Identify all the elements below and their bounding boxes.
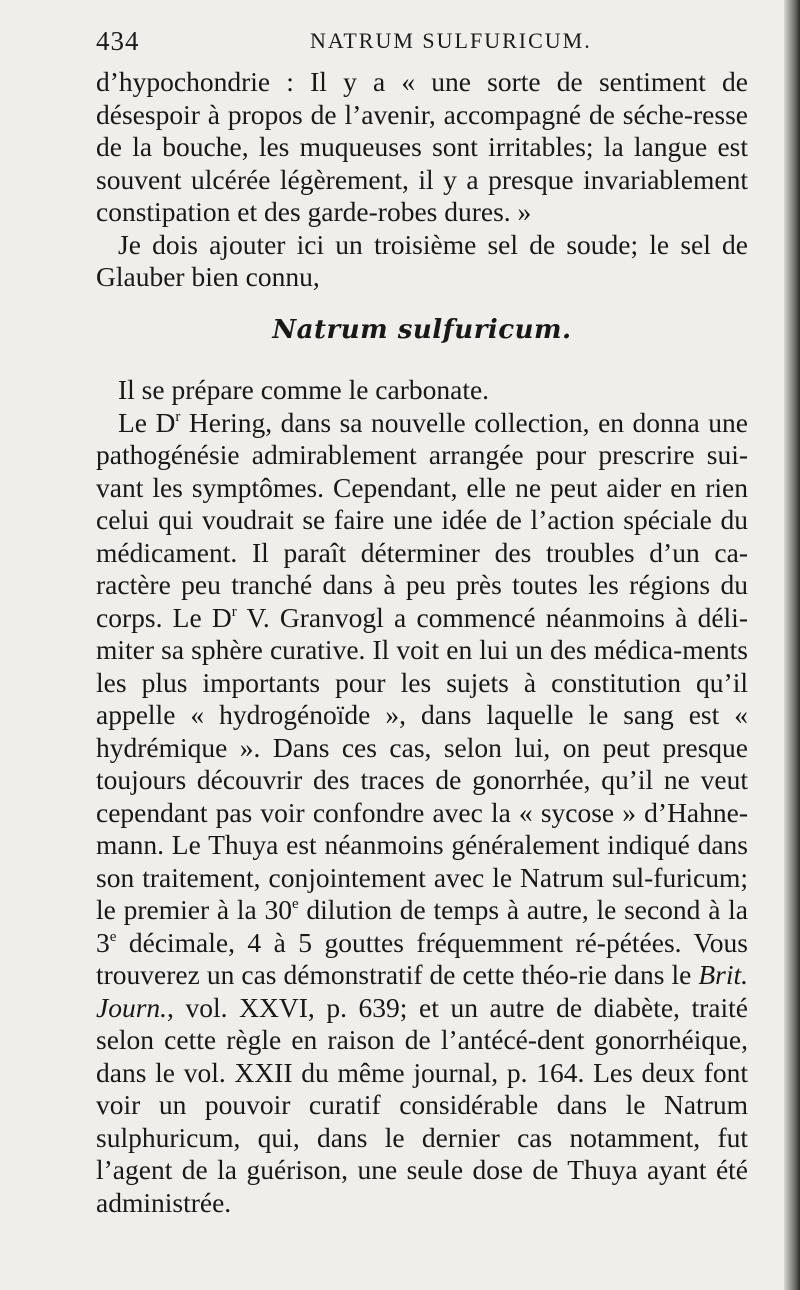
paragraph-2: Je dois ajouter ici un troisième sel de soude; le sel de Glauber bien connu,: [96, 228, 748, 292]
para4-sup-2: r: [231, 603, 237, 620]
page-header: [96, 22, 746, 58]
para4-text-b: Hering, dans sa nouvelle collection, en donna une pathogénésie admirablement arrangée pour prescrire sui-vant les symptômes. Cependant, elle ne peut aider en rien celui qui voudrait se faire une idée de l’action spéciale du médicament. Il paraît déterminer des troubles d’un ca-ractère peu tranché dans à peu près toutes les régions du corps. Le D: [96, 406, 748, 633]
para4-sup-4: e: [109, 928, 117, 945]
para4-text-d: dilution de temps à autre, le second à la 3: [96, 894, 749, 958]
journal-title: Brit. Journ.: [96, 959, 748, 1023]
body-text: [96, 66, 748, 1219]
running-head: NATRUM SULFURICUM.: [310, 28, 592, 53]
page-edge-shadow: [784, 0, 800, 1290]
para4-sup-3: e: [291, 896, 299, 912]
para4-sup-1: r: [175, 408, 181, 425]
section-title: Natrum sulfuricum.: [272, 314, 572, 345]
para4-text-f: , vol. XXVI, p. 639; et un autre de diabète, traité selon cette règle en raison de l’antécé-dent gonorrhéique, dans le vol. XXII du même journal, p. 164. Les deux font voir un pouvoir curatif considérable dans le Natrum sulphuricum, qui, dans le dernier cas notamment, fut l’agent de la guérison, une seule dose de Thuya ayant été administrée.: [96, 991, 748, 1218]
para4-text-a: Le D: [118, 406, 176, 438]
page-number: 434: [96, 26, 140, 56]
paragraph-4: [96, 407, 748, 1220]
para4-text-c: V. Granvogl a commencé néanmoins à déli-miter sa sphère curative. Il voit en lui un des médica-ments les plus importants pour les sujets à constitution qu’il appelle « hydrogénoïde », dans laquelle le sang est « hydrémique ». Dans ces cas, selon lui, on peut presque toujours découvrir des traces de gonorrhée, qu’il ne veut cependant pas voir confondre avec la « sycose » d’Hahne-mann. Le Thuya est néanmoins généralement indiqué dans son traitement, conjointement avec le Natrum sul-furicum; le premier à la 30: [96, 601, 748, 925]
paragraph-1: d’hypochondrie : Il y a « une sorte de sentiment de désespoir à propos de l’avenir, accompagné de séche-resse de la bouche, les muqueuses sont irritables; la langue est souvent ulcérée légèrement, il y a presque invariablement constipation et des garde-robes dures. »: [96, 66, 748, 227]
paragraph-3: Il se prépare comme le carbonate.: [118, 374, 490, 405]
para4-text-e: décimale, 4 à 5 gouttes fréquemment ré-pétées. Vous trouverez un cas démonstratif de cette théo-rie dans le: [96, 926, 748, 990]
